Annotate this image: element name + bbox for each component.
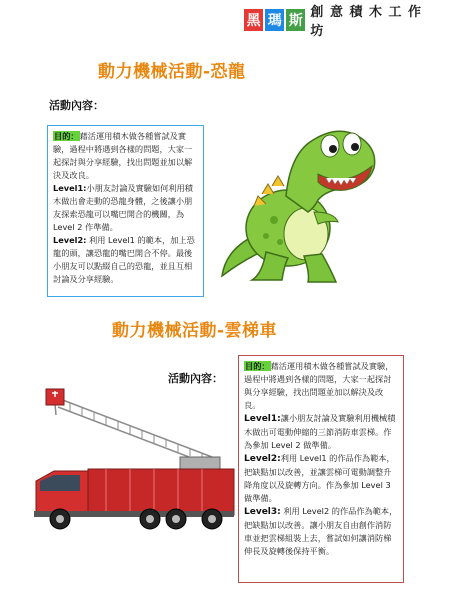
fire-engine-illustration <box>30 385 240 530</box>
logo-block-1: 黑 <box>244 9 263 31</box>
goal-label: 目的： <box>54 131 79 141</box>
level1-text: 小朋友討論及實驗如何利用積木做出會走動的恐龍身體，之後讓小朋友探索恐龍可以嘴巴開合的機關，為Level 2 作準備。 <box>53 183 193 232</box>
level1-label: Level1: <box>244 414 281 424</box>
goal-text: 藉活運用積木做各種嘗試及實驗，過程中將遇到各樣的問題，大家一起探討與分享經驗，找出問題並加以解決及改良。 <box>244 361 394 410</box>
section2-content-box <box>238 355 404 583</box>
section1-content-box <box>47 125 204 297</box>
section2-label: 活動內容： <box>168 372 223 385</box>
dinosaur-illustration <box>218 116 383 286</box>
section1-title: 動力機械活動-恐龍 <box>98 62 246 82</box>
goal-label: 目的： <box>245 361 270 371</box>
level1-label: Level1: <box>53 183 87 193</box>
logo-text: 創 意 積 木 工 作 坊 <box>310 5 423 39</box>
level2-text: 利用 Level1 的作品作為範本，把缺點加以改善，並讓雲梯可電動調整升降角度以及旋轉方向。作為參加 Level 3 做準備。 <box>244 453 395 503</box>
logo <box>244 5 436 39</box>
goal-text: 藉活運用積木做各種嘗試及實驗，過程中將遇到各樣的問題，大家一起探討與分享經驗，找出問題並加以解決及改良。 <box>53 131 193 180</box>
level2-label: Level2: <box>244 454 281 464</box>
level1-text: 讓小朋友討論及實驗利用機械積木做出可電動伸縮的三節消防車雲梯。作為參加 Level 2 做準備。 <box>244 413 396 450</box>
section1-label: 活動內容： <box>49 99 104 112</box>
level3-text: 利用 Level2 的作品作為範本，把缺點加以改善。讓小朋友自由創作消防車並把雲梯組裝上去，嘗試如何讓消防梯伸長及旋轉後保持平衡。 <box>244 506 398 556</box>
level3-label: Level3: <box>244 507 281 517</box>
level2-label: Level2: <box>53 235 87 245</box>
logo-block-3: 斯 <box>286 9 305 31</box>
level2-text: 利用 Level1 的範本，加上恐龍的頭，讓恐龍的嘴巴開合不停。最後小朋友可以點綴自己的恐龍，並且互相討論及分享經驗。 <box>53 235 195 284</box>
logo-block-2: 瑪 <box>265 9 284 31</box>
section2-title: 動力機械活動-雲梯車 <box>112 321 278 341</box>
